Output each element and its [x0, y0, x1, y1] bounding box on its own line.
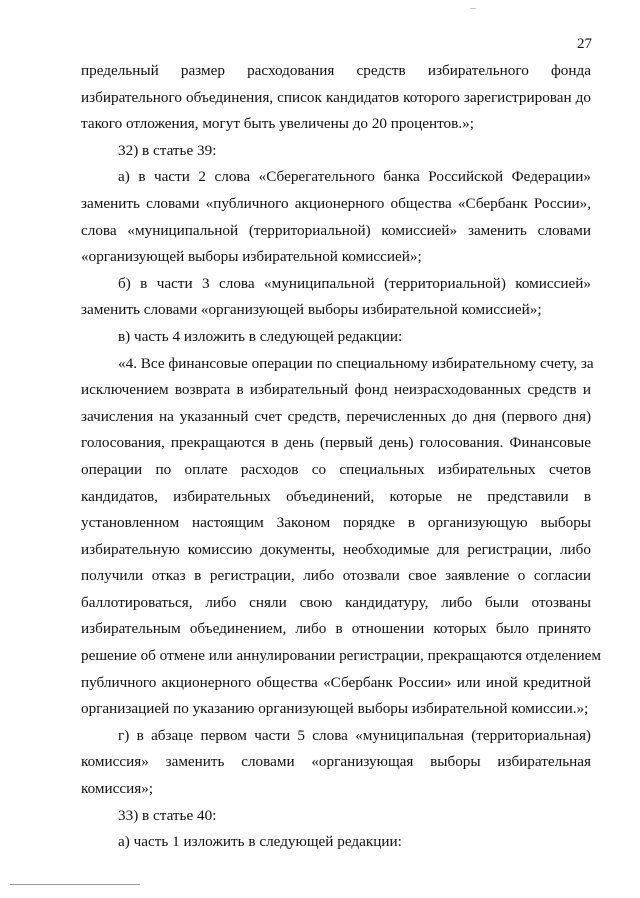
- text-line: голосования, прекращаются в день (первый день) голосования. Финансовые: [81, 434, 591, 452]
- scan-mark: [470, 8, 476, 9]
- text-line: зачисления на указанный счет средств, перечисленных до дня (первого дня): [81, 407, 591, 425]
- footer-rule: [10, 884, 140, 885]
- text-line: организацией по указанию организующей выборы избирательной комиссии.»;: [81, 700, 589, 718]
- document-body: [81, 58, 601, 856]
- text-line: избирательную комиссию документы, необходимые для регистрации, либо: [81, 540, 591, 558]
- text-line: решение об отмене или аннулировании регистрации, прекращаются отделением: [81, 647, 601, 665]
- text-line: а) часть 1 изложить в следующей редакции:: [118, 833, 402, 851]
- text-line: баллотироваться, либо сняли свою кандидатуру, либо были отозваны: [81, 593, 591, 611]
- text-line: комиссия»;: [81, 780, 154, 798]
- text-line: «4. Все финансовые операции по специальному избирательному счету, за: [118, 354, 594, 372]
- text-line: такого отложения, могут быть увеличены до 20 процентов.»;: [81, 115, 474, 133]
- text-line: предельный размер расходования средств избирательного фонда: [81, 62, 591, 79]
- text-line: заменить словами «публичного акционерного общества «Сбербанк России»,: [81, 194, 591, 212]
- text-line: а) в части 2 слова «Сберегательного банка Российской Федерации»: [118, 168, 591, 186]
- text-line: публичного акционерного общества «Сбербанк России» или иной кредитной: [81, 673, 591, 691]
- text-line: слова «муниципальной (территориальной) комиссией» заменить словами: [81, 221, 591, 239]
- text-line: 32) в статье 39:: [118, 141, 217, 159]
- text-line: избирательного объединения, список кандидатов которого зарегистрирован до: [81, 88, 591, 106]
- text-line: избирательным объединением, либо в отношении которых было принято: [81, 620, 591, 638]
- text-line: получили отказ в регистрации, либо отозвали свое заявление о согласии: [81, 567, 591, 585]
- text-line: б) в части 3 слова «муниципальной (территориальной) комиссией»: [118, 274, 591, 292]
- text-line: г) в абзаце первом части 5 слова «муниципальная (территориальная): [118, 726, 591, 744]
- text-line: исключением возврата в избирательный фонд неизрасходованных средств и: [81, 381, 591, 399]
- text-line: «организующей выборы избирательной комиссией»;: [81, 248, 422, 266]
- text-line: в) часть 4 изложить в следующей редакции:: [118, 327, 403, 345]
- text-line: заменить словами «организующей выборы избирательной комиссией»;: [81, 301, 542, 319]
- text-line: кандидатов, избирательных объединений, которые не представили в: [81, 487, 591, 505]
- text-line: установленном настоящим Законом порядке в организующую выборы: [81, 514, 591, 532]
- page-number: 27: [577, 36, 592, 52]
- text-line: операции по оплате расходов со специальных избирательных счетов: [81, 460, 591, 478]
- text-line: 33) в статье 40:: [118, 806, 217, 824]
- text-line: комиссия» заменить словами «организующая выборы избирательная: [81, 753, 591, 771]
